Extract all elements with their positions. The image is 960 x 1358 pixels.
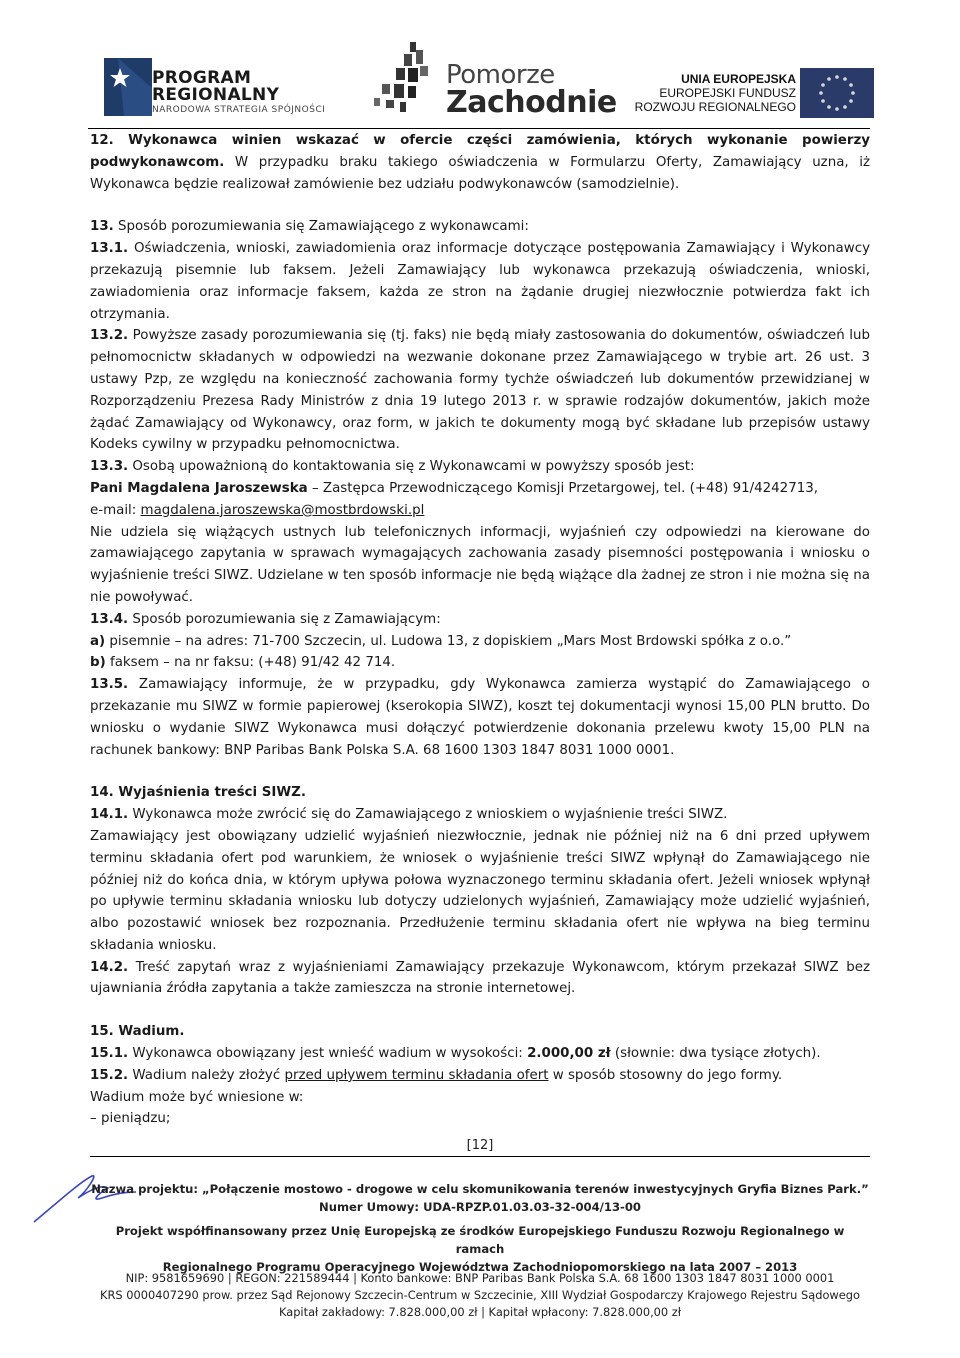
program-regionalny-logo (104, 58, 152, 116)
pomorze-zachodnie-text (446, 62, 617, 118)
footer-rule (90, 1156, 870, 1157)
section-13-3: 13.3. Osobą upoważnioną do kontaktowania się z Wykonawcami w powyższy sposób jest: (90, 459, 695, 475)
page-header (0, 0, 960, 128)
eu-fund-text (635, 72, 796, 114)
section-15-heading: 15. Wadium. (90, 1024, 185, 1040)
eu-flag-icon (800, 68, 874, 118)
wadium-forms: Wadium może być wniesione w: (90, 1089, 304, 1105)
section-14-2: 14.2. Treść zapytań wraz z wyjaśnieniami Zamawiający przekazuje Wykonawcom, którym przekazał SIWZ bez ujawniania źródła zapytania a także zamieszcza na stronie internetowej. (90, 959, 870, 997)
contract-number: Numer Umowy: UDA-RPZP.01.03.03-32-004/13-00 (319, 1200, 641, 1214)
eu-line-1: UNIA EUROPEJSKA (681, 72, 796, 86)
header-rule (88, 128, 870, 129)
section-13-2: 13.2. Powyższe zasady porozumiewania się (tj. faks) nie będą miały zastosowania do dokumentów, oświadczeń lub pełnomocnictw składanych w odpowiedzi na wezwanie dokonane przez Zamawiającego w trybie art. 26 ust. 3 ustawy Pzp, ze względu na konieczność zachowania formy tychże oświadczeń lub dokumentów przewidzianej w Rozporządzeniu Prezesa Rady Ministrów z dnia 19 lutego 2013 r. w sprawie rodzajów dokumentów, jakich może żądać Zamawiający od Wykonawcy, oraz form, w jakich te dokumenty mogą być składane lub przepisów ustawy Kodeks cywilny w przypadku pełnomocnictwa. (90, 328, 870, 453)
cofinance-line-1: Projekt współfinansowany przez Unię Europejską ze środków Europejskiego Funduszu Rozwoju Regionalnego w ramach (115, 1224, 845, 1256)
project-info (90, 1180, 870, 1276)
document-body (90, 130, 870, 1130)
zachodnie-word: Zachodnie (446, 85, 617, 120)
section-15-2: 15.2. Wadium należy złożyć przed upływem terminu składania ofert w sposób stosowny do jego formy. (90, 1067, 783, 1083)
eu-line-3: ROZWOJU REGIONALNEGO (634, 100, 796, 114)
section-12: 12. Wykonawca winien wskazać w ofercie części zamówienia, których wykonanie powierzy podwykonawcom. W przypadku braku takiego oświadczenia w Formularzu Oferty, Zamawiający uzna, iż Wykonawca będzie realizował zamówienie bez udziału podwykonawców (samodzielnie). (90, 133, 870, 192)
company-line-3: Kapitał zakładowy: 7.828.000,00 zł | Kapitał wpłacony: 7.828.000,00 zł (278, 1305, 682, 1319)
section-13-5: 13.5. Zamawiający informuje, że w przypadku, gdy Wykonawca zamierza wystąpić do Zamawiającego o przekazanie mu SIWZ w formie papierowej (kserokopia SIWZ), koszt tej dokumentacji wynosi 15,00 PLN brutto. Do wniosku o wydanie SIWZ Wykonawca musi dołączyć potwierdzenie dokonania przelewu kwoty 15,00 PLN na rachunek bankowy: BNP Paribas Bank Polska S.A. 68 1600 1303 1847 8031 1000 0001. (90, 677, 870, 758)
company-line-2: KRS 0000407290 prow. przez Sąd Rejonowy Szczecin-Centrum w Szczecinie, XIII Wydział Gospodarczy Krajowego Rejestru Sądowego (100, 1288, 860, 1302)
pomorze-zachodnie-emblem-icon (360, 38, 444, 116)
contact-person: Pani Magdalena Jaroszewska – Zastępca Przewodniczącego Komisji Przetargowej, tel. (+48) 91/4242713, (90, 480, 819, 496)
section-14-1: 14.1. Wykonawca może zwrócić się do Zamawiającego z wnioskiem o wyjaśnienie treści SIWZ. (90, 807, 728, 823)
section-15-1: 15.1. Wykonawca obowiązany jest wnieść wadium w wysokości: 2.000,00 zł (słownie: dwa tysiące złotych). (90, 1046, 821, 1062)
section-13-heading: 13. Sposób porozumiewania się Zamawiającego z wykonawcami: (90, 219, 529, 235)
company-info (70, 1270, 890, 1321)
program-line-2: REGIONALNY (152, 85, 280, 105)
section-13-1: 13.1. Oświadczenia, wnioski, zawiadomienia oraz informacje dotyczące postępowania Zamawiający i Wykonawcy przekazują pisemnie lub faksem. Jeżeli Zamawiający lub wykonawca przekazują oświadczenia, wnioski, zawiadomienia oraz informacje faksem, każda ze stron na żądanie drugiej niezwłocznie potwierdza fakt ich otrzymania. (90, 241, 870, 322)
star-icon (104, 58, 152, 116)
section-14-1-details: Zamawiający jest obowiązany udzielić wyjaśnień niezwłocznie, jednak nie później niż na 6 dni przed upływem terminu składania ofert pod warunkiem, że wniosek o wyjaśnienie treści SIWZ wpłynął do Zamawiającego nie później niż do końca dnia, w którym upływa połowa wyznaczonego terminu składania ofert. Jeżeli wniosek wpłynął po upływie terminu składania wniosku lub dotyczy udzielonych wyjaśnień, Zamawiający może udzielić wyjaśnień, albo pozostawić wniosek bez rozpoznania. Przedłużenie terminu składania ofert nie wpływa na bieg terminu składania wniosku. (90, 828, 870, 953)
contact-option-a: a) pisemnie – na adres: 71-700 Szczecin, ul. Ludowa 13, z dopiskiem „Mars Most Brdowski spółka z o.o.” (90, 633, 792, 649)
page-number: [12] (466, 1138, 494, 1153)
program-line-3: NARODOWA STRATEGIA SPÓJNOŚCI (152, 105, 326, 115)
email-link[interactable]: magdalena.jaroszewska@mostbrdowski.pl (140, 502, 425, 518)
program-regionalny-text (152, 70, 325, 116)
contact-email: e-mail: magdalena.jaroszewska@mostbrdowski.pl (90, 502, 425, 518)
section-13-4: 13.4. Sposób porozumiewania się z Zamawiającym: (90, 611, 441, 627)
contact-option-b: b) faksem – na nr faksu: (+48) 91/42 42 714. (90, 655, 396, 671)
cofinance-line-2: Regionalnego Programu Operacyjnego Województwa Zachodniopomorskiego na lata 2007 – 2013 (162, 1260, 798, 1274)
project-name: Nazwa projektu: „Połączenie mostowo - drogowe w celu skomunikowania terenów inwestycyjnych Gryfia Biznes Park.” (91, 1182, 869, 1196)
wadium-form-item: – pieniądzu; (90, 1111, 171, 1127)
no-oral-info: Nie udziela się wiążących ustnych lub telefonicznych informacji, wyjaśnień czy odpowiedzi na kierowane do zamawiającego zapytania w sprawach wymagających zachowania zasady pisemności postępowania i wniosku o wyjaśnienie treści SIWZ. Udzielane w ten sposób informacje nie będą wiążące dla żadnej ze stron i nie można się na nie powoływać. (90, 524, 870, 605)
section-14-heading: 14. Wyjaśnienia treści SIWZ. (90, 785, 306, 801)
company-line-1: NIP: 9581659690 | REGON: 221589444 | Konto bankowe: BNP Paribas Bank Polska S.A. 68 1600 1303 1847 8031 1000 0001 (125, 1271, 835, 1285)
eu-line-2: EUROPEJSKI FUNDUSZ (659, 86, 796, 100)
program-line-1: PROGRAM (152, 68, 252, 88)
pomorze-word: Pomorze (446, 60, 555, 90)
